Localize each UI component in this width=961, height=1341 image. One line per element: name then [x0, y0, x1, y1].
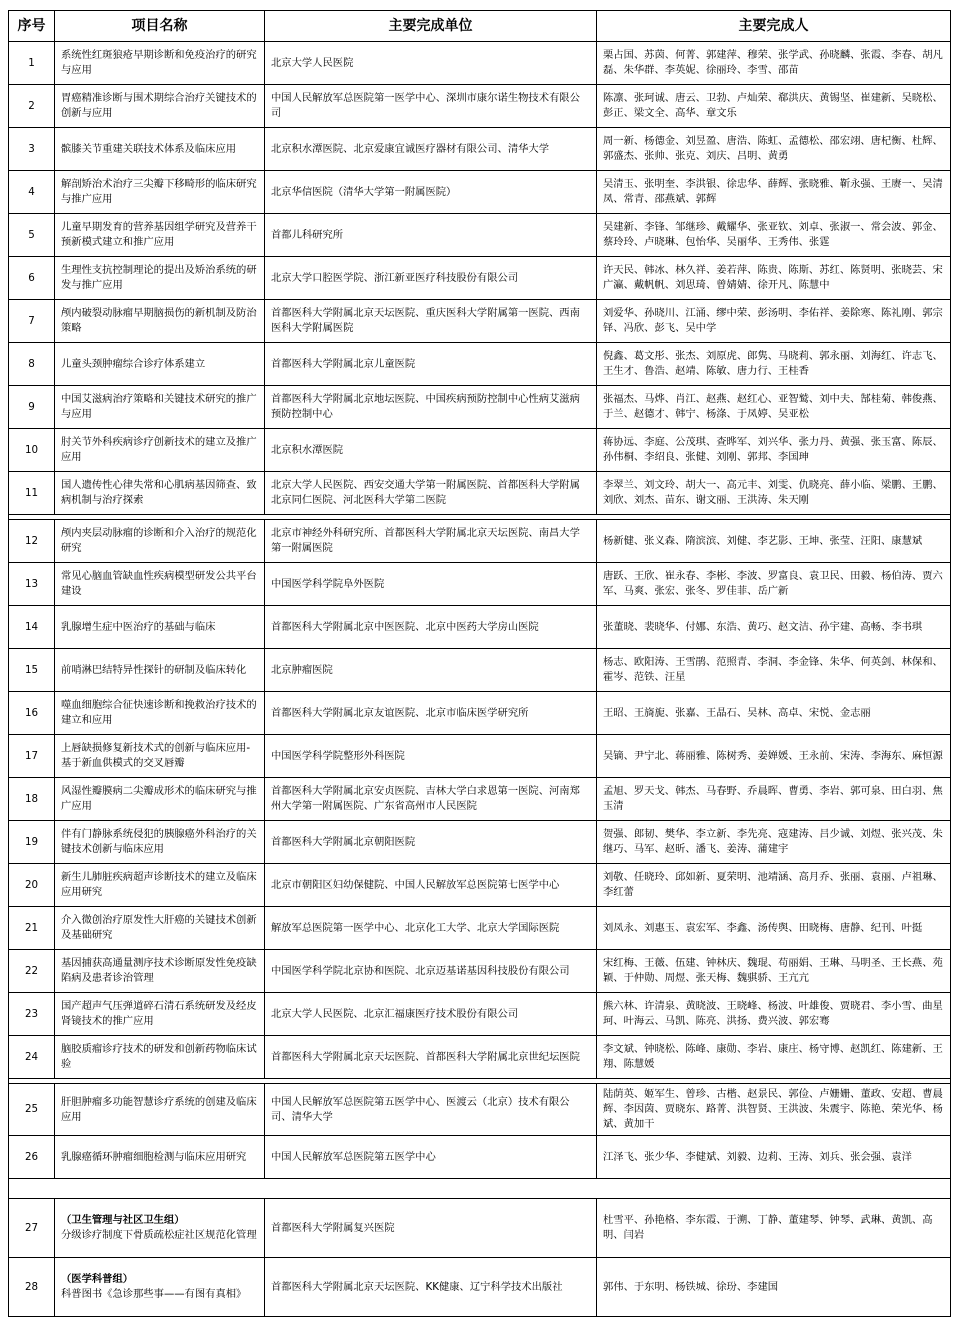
project-name-cell — [55, 257, 265, 300]
project-name: 噬血细胞综合征快速诊断和挽救治疗技术的建立和应用 — [61, 699, 257, 726]
table-row — [9, 563, 951, 606]
project-name: 肝胆肿瘤多功能智慧诊疗系统的创建及临床应用 — [61, 1095, 257, 1123]
project-name: 脑胶质瘤诊疗技术的研发和创新药物临床试验 — [61, 1043, 257, 1070]
row-number: 6 — [9, 257, 55, 300]
project-name-cell — [55, 692, 265, 735]
row-number: 26 — [9, 1136, 55, 1179]
table-row — [9, 606, 951, 649]
project-name-cell — [55, 343, 265, 386]
project-name-cell — [55, 472, 265, 515]
main-people-cell: 江泽飞、张少华、李健斌、刘毅、边莉、王涛、刘兵、张会强、袁洋 — [597, 1136, 951, 1179]
row-number: 9 — [9, 386, 55, 429]
main-unit-cell: 首都医科大学附属复兴医院 — [265, 1199, 597, 1258]
row-number: 10 — [9, 429, 55, 472]
row-number: 20 — [9, 864, 55, 907]
table-row — [9, 343, 951, 386]
main-people-cell: 刘爱华、孙晓川、江涌、缪中荣、彭汤明、李佑祥、姜除寒、陈礼刚、郭宗铎、冯欣、彭飞、吴中学 — [597, 300, 951, 343]
main-people-cell: 熊六林、许清泉、黄晓波、王晓峰、杨波、叶雄俊、贾晓君、李小雪、曲星珂、叶海云、马凯、陈亮、洪扬、费兴波、郭宏骞 — [597, 993, 951, 1036]
project-name-cell — [55, 907, 265, 950]
row-number: 13 — [9, 563, 55, 606]
main-unit-cell: 中国医学科学院阜外医院 — [265, 563, 597, 606]
header-main-unit: 主要完成单位 — [265, 11, 597, 42]
project-name: 生理性支抗控制理论的提出及矫治系统的研发与推广应用 — [61, 264, 257, 291]
table-row — [9, 214, 951, 257]
table-row — [9, 1136, 951, 1179]
main-unit-cell: 北京大学人民医院、北京汇福康医疗技术股份有限公司 — [265, 993, 597, 1036]
main-people-cell: 倪鑫、葛文彤、张杰、刘原虎、郎隽、马晓莉、郭永丽、刘海红、许志飞、王生才、鲁浩、赵靖、陈敏、唐力行、王桂香 — [597, 343, 951, 386]
project-name: 前哨淋巴结特异性探针的研制及临床转化 — [61, 663, 247, 676]
table-row — [9, 1258, 951, 1317]
main-unit-cell: 中国医学科学院整形外科医院 — [265, 735, 597, 778]
main-people-cell: 李文斌、钟晓松、陈峰、康勋、李岩、康庄、杨守博、赵凯红、陈建新、王翔、陈慧媛 — [597, 1036, 951, 1079]
main-unit-cell: 中国医学科学院北京协和医院、北京迈基诺基因科技股份有限公司 — [265, 950, 597, 993]
table-row — [9, 386, 951, 429]
project-name: 颅内破裂动脉瘤早期脑损伤的新机制及防治策略 — [61, 307, 257, 334]
project-name-cell — [55, 778, 265, 821]
table-row — [9, 692, 951, 735]
header-project-name: 项目名称 — [55, 11, 265, 42]
project-name: 儿童头颈肿瘤综合诊疗体系建立 — [61, 357, 206, 370]
main-people-cell: 张福杰、马烨、肖江、赵燕、赵红心、亚智鹫、刘中夫、郜桂菊、韩俊燕、于兰、赵德才、韩宁、杨涤、于凤婷、吴亚松 — [597, 386, 951, 429]
row-number: 21 — [9, 907, 55, 950]
project-name-cell — [55, 649, 265, 692]
main-people-cell: 陈凛、张珂诚、唐云、卫勃、卢灿荣、郗洪庆、黄锡坚、崔建新、吴晓松、彭正、梁文全、高华、章文乐 — [597, 85, 951, 128]
main-people-cell: 郭伟、于东明、杨铁城、徐玢、李建国 — [597, 1258, 951, 1317]
project-name-cell — [55, 300, 265, 343]
project-name-cell — [55, 1084, 265, 1136]
main-people-cell: 吴清玉、张明奎、李洪银、徐忠华、薛辉、张晓雅、靳永强、王赓一、吴清凤、常青、邵燕斌、郭辉 — [597, 171, 951, 214]
project-name: 风湿性瓣膜病二尖瓣成形术的临床研究与推广应用 — [61, 785, 257, 812]
row-number: 17 — [9, 735, 55, 778]
table-row — [9, 300, 951, 343]
table-row — [9, 993, 951, 1036]
main-unit-cell: 北京大学口腔医学院、浙江新亚医疗科技股份有限公司 — [265, 257, 597, 300]
table-row — [9, 1036, 951, 1079]
main-unit-cell: 首都医科大学附属北京朝阳医院 — [265, 821, 597, 864]
main-people-cell: 吴镝、尹宁北、蒋丽雅、陈树秀、姜婵媛、王永前、宋涛、李海东、麻恒源 — [597, 735, 951, 778]
row-number: 4 — [9, 171, 55, 214]
row-number: 3 — [9, 128, 55, 171]
project-name-cell — [55, 993, 265, 1036]
project-name-cell — [55, 128, 265, 171]
main-people-cell: 刘敬、任晓玲、邱如新、夏荣明、池靖涵、高月乔、张丽、袁丽、卢祖琳、李红蕾 — [597, 864, 951, 907]
row-number: 15 — [9, 649, 55, 692]
main-unit-cell: 北京市朝阳区妇幼保健院、中国人民解放军总医院第七医学中心 — [265, 864, 597, 907]
project-name-cell — [55, 214, 265, 257]
main-people-cell: 杜雪平、孙艳格、李东霞、于溯、丁静、董建琴、钟琴、武琳、黄凯、高明、闫岩 — [597, 1199, 951, 1258]
project-name: 常见心脑血管缺血性疾病模型研发公共平台建设 — [61, 570, 257, 597]
main-people-cell: 王昭、王旖旎、张嘉、王晶石、吴林、高卓、宋悦、金志丽 — [597, 692, 951, 735]
project-name-cell — [55, 864, 265, 907]
table-row — [9, 907, 951, 950]
table-row — [9, 778, 951, 821]
main-unit-cell: 首都医科大学附属北京友谊医院、北京市临床医学研究所 — [265, 692, 597, 735]
table-row — [9, 171, 951, 214]
table-row — [9, 950, 951, 993]
row-number: 16 — [9, 692, 55, 735]
project-name-cell — [55, 1199, 265, 1258]
project-name: 肘关节外科疾病诊疗创新技术的建立及推广应用 — [61, 436, 257, 463]
table-body — [9, 42, 951, 1317]
project-name: 胃癌精准诊断与围术期综合治疗关键技术的创新与应用 — [61, 92, 257, 119]
project-name-cell — [55, 1258, 265, 1317]
row-number: 7 — [9, 300, 55, 343]
main-unit-cell: 北京市神经外科研究所、首都医科大学附属北京天坛医院、南昌大学第一附属医院 — [265, 520, 597, 563]
row-number: 27 — [9, 1199, 55, 1258]
awards-table — [8, 10, 951, 1317]
row-number: 22 — [9, 950, 55, 993]
project-name-cell — [55, 520, 265, 563]
table-row — [9, 1199, 951, 1258]
row-number: 11 — [9, 472, 55, 515]
main-unit-cell: 北京华信医院（清华大学第一附属医院） — [265, 171, 597, 214]
header-no: 序号 — [9, 11, 55, 42]
project-name-cell — [55, 563, 265, 606]
project-name: 颅内夹层动脉瘤的诊断和介入治疗的规范化研究 — [61, 527, 257, 554]
row-number: 14 — [9, 606, 55, 649]
row-number: 12 — [9, 520, 55, 563]
main-people-cell: 唐跃、王欣、崔永春、李彬、李波、罗富良、袁卫民、田毅、杨伯涛、贾六军、马爽、张宏、张冬、罗佳菲、岳广新 — [597, 563, 951, 606]
project-name-cell — [55, 386, 265, 429]
table-row — [9, 649, 951, 692]
table-row — [9, 821, 951, 864]
row-number: 28 — [9, 1258, 55, 1317]
main-unit-cell: 首都医科大学附属北京儿童医院 — [265, 343, 597, 386]
main-people-cell: 杨志、欧阳涛、王雪鹃、范照青、李洞、李金锋、朱华、何英剑、林保和、霍岑、范铁、汪星 — [597, 649, 951, 692]
main-unit-cell: 北京积水潭医院 — [265, 429, 597, 472]
project-name: 系统性红斑狼疮早期诊断和免疫治疗的研究与应用 — [61, 49, 257, 76]
row-number: 18 — [9, 778, 55, 821]
table-row — [9, 735, 951, 778]
project-name-cell — [55, 1036, 265, 1079]
blank-row — [9, 1179, 951, 1199]
main-unit-cell: 北京大学人民医院 — [265, 42, 597, 85]
main-people-cell: 张董晓、裴晓华、付娜、东浩、黄巧、赵文洁、孙宇建、高畅、李书琪 — [597, 606, 951, 649]
table-row — [9, 429, 951, 472]
main-people-cell: 陆荫英、姬军生、曾珍、古楷、赵景民、郭俭、卢姗姗、董政、安超、曹晨辉、李因茵、贾晓东、路菁、洪智贤、王洪波、朱震宇、陈艳、荣光华、杨斌、黄加干 — [597, 1084, 951, 1136]
header-main-people: 主要完成人 — [597, 11, 951, 42]
table-row — [9, 85, 951, 128]
main-unit-cell: 首都医科大学附属北京中医医院、北京中医药大学房山医院 — [265, 606, 597, 649]
row-number: 8 — [9, 343, 55, 386]
main-people-cell: 周一新、杨德金、刘昱盈、唐浩、陈虹、孟德松、邵宏翊、唐杞衡、杜辉、郭盛杰、张帅、张克、刘庆、吕明、黄勇 — [597, 128, 951, 171]
project-name: 乳腺增生症中医治疗的基础与临床 — [61, 620, 216, 633]
main-unit-cell: 北京肿瘤医院 — [265, 649, 597, 692]
row-number: 2 — [9, 85, 55, 128]
project-name-cell — [55, 735, 265, 778]
main-people-cell: 蒋协远、李庭、公茂琪、查晔军、刘兴华、张力丹、黄强、张玉富、陈辰、孙伟桐、李绍良、张健、刘刚、郭邦、李国珅 — [597, 429, 951, 472]
row-number: 5 — [9, 214, 55, 257]
row-number: 23 — [9, 993, 55, 1036]
project-name: 伴有门静脉系统侵犯的胰腺癌外科治疗的关键技术创新与临床应用 — [61, 828, 257, 855]
main-people-cell: 贺强、郎韧、樊华、李立新、李先亮、寇建涛、吕少诚、刘煜、张兴茂、朱继巧、马军、赵昕、潘飞、姜涛、蒲建宇 — [597, 821, 951, 864]
main-unit-cell: 北京大学人民医院、西安交通大学第一附属医院、首都医科大学附属北京同仁医院、河北医科大学第二医院 — [265, 472, 597, 515]
row-number: 19 — [9, 821, 55, 864]
main-people-cell: 孟旭、罗天戈、韩杰、马春野、乔晨晖、曹勇、李岩、郭可泉、田白羽、焦玉清 — [597, 778, 951, 821]
main-unit-cell: 首都医科大学附属北京天坛医院、重庆医科大学附属第一医院、西南医科大学附属医院 — [265, 300, 597, 343]
table-row — [9, 128, 951, 171]
table-row — [9, 42, 951, 85]
project-name-cell — [55, 85, 265, 128]
project-name-cell — [55, 606, 265, 649]
main-people-cell: 李翠兰、刘文玲、胡大一、高元丰、刘雯、仇晓亮、薛小临、梁鹏、王鹏、刘欣、刘杰、苗东、谢文丽、王洪涛、朱天刚 — [597, 472, 951, 515]
project-name-cell — [55, 1136, 265, 1179]
table-row — [9, 864, 951, 907]
table-row — [9, 472, 951, 515]
table-row — [9, 1084, 951, 1136]
table-row — [9, 520, 951, 563]
project-name-cell — [55, 821, 265, 864]
project-name-cell — [55, 429, 265, 472]
row-number: 24 — [9, 1036, 55, 1079]
main-unit-cell: 首都儿科研究所 — [265, 214, 597, 257]
project-name-cell — [55, 171, 265, 214]
main-unit-cell: 解放军总医院第一医学中心、北京化工大学、北京大学国际医院 — [265, 907, 597, 950]
project-name: 新生儿肺脏疾病超声诊断技术的建立及临床应用研究 — [61, 871, 257, 898]
main-unit-cell: 首都医科大学附属北京地坛医院、中国疾病预防控制中心性病艾滋病预防控制中心 — [265, 386, 597, 429]
project-name: 科普图书《急诊那些事——有图有真相》 — [61, 1288, 247, 1300]
main-unit-cell: 中国人民解放军总医院第一医学中心、深圳市康尔诺生物技术有限公司 — [265, 85, 597, 128]
main-unit-cell: 首都医科大学附属北京天坛医院、KK健康、辽宁科学技术出版社 — [265, 1258, 597, 1317]
project-name: 上唇缺损修复新技术式的创新与临床应用-基于新血供模式的交叉唇瓣 — [61, 742, 251, 769]
main-people-cell: 许天民、韩冰、林久祥、姜若萍、陈贵、陈斯、苏红、陈贤明、张晓芸、宋广瀛、戴帆帆、刘思琦、曾婧婧、徐开凡、陈慧中 — [597, 257, 951, 300]
table-row — [9, 257, 951, 300]
project-name-cell — [55, 42, 265, 85]
project-name: 分级诊疗制度下骨质疏松症社区规范化管理 — [61, 1229, 257, 1241]
row-number: 1 — [9, 42, 55, 85]
main-people-cell: 栗占国、苏茵、何菁、郭建萍、穆荣、张学武、孙晓麟、张霞、李春、胡凡磊、朱华群、李英妮、徐丽玲、李雪、邵苗 — [597, 42, 951, 85]
table-header-row — [9, 11, 951, 42]
group-label: （医学科普组） — [61, 1273, 134, 1285]
main-people-cell: 吴建新、李锋、邹继珍、戴耀华、张亚钦、刘卓、张淑一、常会波、郭金、蔡玲玲、卢晓琳、包怡华、吴丽华、王秀伟、张霆 — [597, 214, 951, 257]
main-unit-cell: 中国人民解放军总医院第五医学中心 — [265, 1136, 597, 1179]
main-people-cell: 宋红梅、王薇、伍建、钟林庆、魏琨、苟丽娟、王琳、马明圣、王长燕、苑颖、于仲勋、周煜、张天梅、魏骐骄、王亢亢 — [597, 950, 951, 993]
project-name: 乳腺癌循环肿瘤细胞检测与临床应用研究 — [61, 1150, 247, 1163]
group-label: （卫生管理与社区卫生组） — [61, 1214, 185, 1226]
project-name: 解剖矫治术治疗三尖瓣下移畸形的临床研究与推广应用 — [61, 178, 257, 205]
main-unit-cell: 首都医科大学附属北京安贞医院、吉林大学白求恩第一医院、河南郑州大学第一附属医院、广东省高州市人民医院 — [265, 778, 597, 821]
project-name-cell — [55, 950, 265, 993]
project-name: 国人遗传性心律失常和心肌病基因筛查、致病机制与治疗探索 — [61, 479, 257, 506]
blank-row-cell — [9, 1179, 951, 1199]
project-name: 中国艾滋病治疗策略和关键技术研究的推广与应用 — [61, 393, 257, 420]
row-number: 25 — [9, 1084, 55, 1136]
main-people-cell: 刘凤永、刘惠玉、袁宏军、李鑫、汤传舆、田晓梅、唐静、纪刊、叶挺 — [597, 907, 951, 950]
project-name: 基因捕获高通量测序技术诊断原发性免疫缺陷病及患者诊治管理 — [61, 957, 257, 984]
project-name: 儿童早期发育的营养基因组学研究及营养干预新模式建立和推广应用 — [61, 221, 257, 248]
main-unit-cell: 北京积水潭医院、北京爱康宜诚医疗器材有限公司、清华大学 — [265, 128, 597, 171]
project-name: 国产超声气压弹道碎石清石系统研发及经皮肾镜技术的推广应用 — [61, 1000, 257, 1027]
main-unit-cell: 中国人民解放军总医院第五医学中心、医渡云（北京）技术有限公司、清华大学 — [265, 1084, 597, 1136]
project-name: 介入微创治疗原发性大肝癌的关键技术创新及基础研究 — [61, 914, 257, 941]
project-name: 髌膝关节重建关联技术体系及临床应用 — [61, 142, 237, 155]
main-unit-cell: 首都医科大学附属北京天坛医院、首都医科大学附属北京世纪坛医院 — [265, 1036, 597, 1079]
main-people-cell: 杨新健、张义森、隋滨滨、刘健、李艺影、王坤、张莹、汪阳、康慧斌 — [597, 520, 951, 563]
